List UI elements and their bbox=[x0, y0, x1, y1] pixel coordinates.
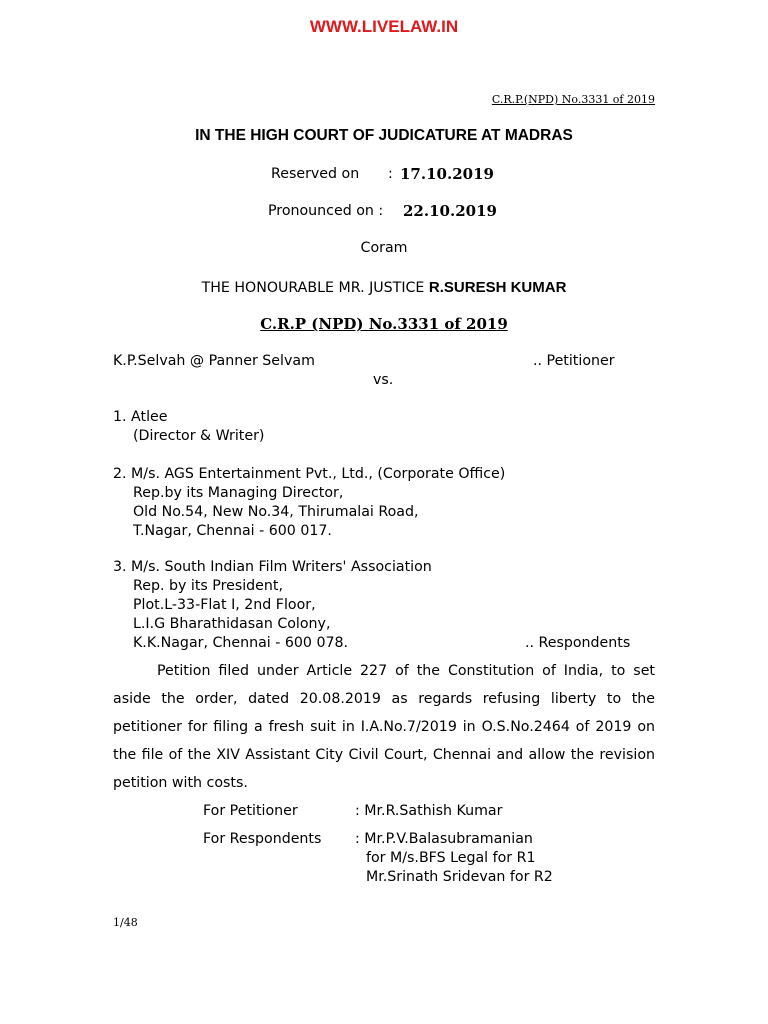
respondent-3-line-1: 3. M/s. South Indian Film Writers' Association bbox=[113, 559, 432, 575]
respondent-2-line-2: Rep.by its Managing Director, bbox=[133, 485, 344, 501]
counsel-respondents-value-3: Mr.Srinath Sridevan for R2 bbox=[366, 869, 553, 885]
respondent-1-line-1: 1. Atlee bbox=[113, 409, 168, 425]
respondent-2-line-3: Old No.54, New No.34, Thirumalai Road, bbox=[133, 504, 419, 520]
counsel-respondents-value-1: : Mr.P.V.Balasubramanian bbox=[355, 831, 533, 847]
reserved-date: 17.10.2019 bbox=[400, 165, 494, 183]
petition-paragraph: Petition filed under Article 227 of the Constitution of India, to set aside the order, dated 20.08.2019 as regards refusing liberty to the petitioner for filing a fresh suit in I.A.No.7/2019 in O.S.No.2464 of 2019 on the file of the XIV Assistant City Civil Court, Chennai and allow the revision petition with costs. bbox=[113, 663, 655, 791]
judge-prefix: THE HONOURABLE MR. JUSTICE bbox=[201, 280, 429, 296]
respondent-3-line-5: K.K.Nagar, Chennai - 600 078. bbox=[133, 635, 349, 651]
court-title: IN THE HIGH COURT OF JUDICATURE AT MADRAS bbox=[195, 127, 573, 144]
respondent-2-line-4: T.Nagar, Chennai - 600 017. bbox=[133, 523, 332, 539]
coram-label: Coram bbox=[360, 240, 408, 256]
reserved-label: Reserved on bbox=[271, 166, 360, 182]
respondent-3-line-4: L.I.G Bharathidasan Colony, bbox=[133, 616, 331, 632]
counsel-respondents-value-2: for M/s.BFS Legal for R1 bbox=[366, 850, 536, 866]
respondent-3-line-3: Plot.L-33-Flat I, 2nd Floor, bbox=[133, 597, 316, 613]
counsel-petitioner-value: : Mr.R.Sathish Kumar bbox=[355, 803, 503, 819]
petitioner-name: K.P.Selvah @ Panner Selvam bbox=[113, 353, 315, 369]
counsel-respondents-label: For Respondents bbox=[203, 831, 322, 847]
page-number: 1/48 bbox=[113, 916, 138, 929]
respondent-3-line-2: Rep. by its President, bbox=[133, 578, 283, 594]
versus-label: vs. bbox=[373, 372, 394, 388]
respondent-2-line-1: 2. M/s. AGS Entertainment Pvt., Ltd., (Corporate Office) bbox=[113, 466, 506, 482]
reserved-separator: : bbox=[388, 166, 393, 182]
case-heading: C.R.P (NPD) No.3331 of 2019 bbox=[260, 315, 508, 333]
respondent-1-line-2: (Director & Writer) bbox=[133, 428, 265, 444]
pronounced-label: Pronounced on : bbox=[268, 203, 384, 219]
judge-line bbox=[0, 277, 768, 296]
petitioner-role: .. Petitioner bbox=[533, 353, 615, 369]
pronounced-date: 22.10.2019 bbox=[403, 202, 497, 220]
case-reference-top: C.R.P.(NPD) No.3331 of 2019 bbox=[491, 93, 655, 106]
watermark-livelaw: WWW.LIVELAW.IN bbox=[309, 17, 459, 36]
respondents-role: .. Respondents bbox=[525, 635, 631, 651]
judge-name: R.SURESH KUMAR bbox=[428, 279, 567, 296]
counsel-petitioner-label: For Petitioner bbox=[203, 803, 298, 819]
